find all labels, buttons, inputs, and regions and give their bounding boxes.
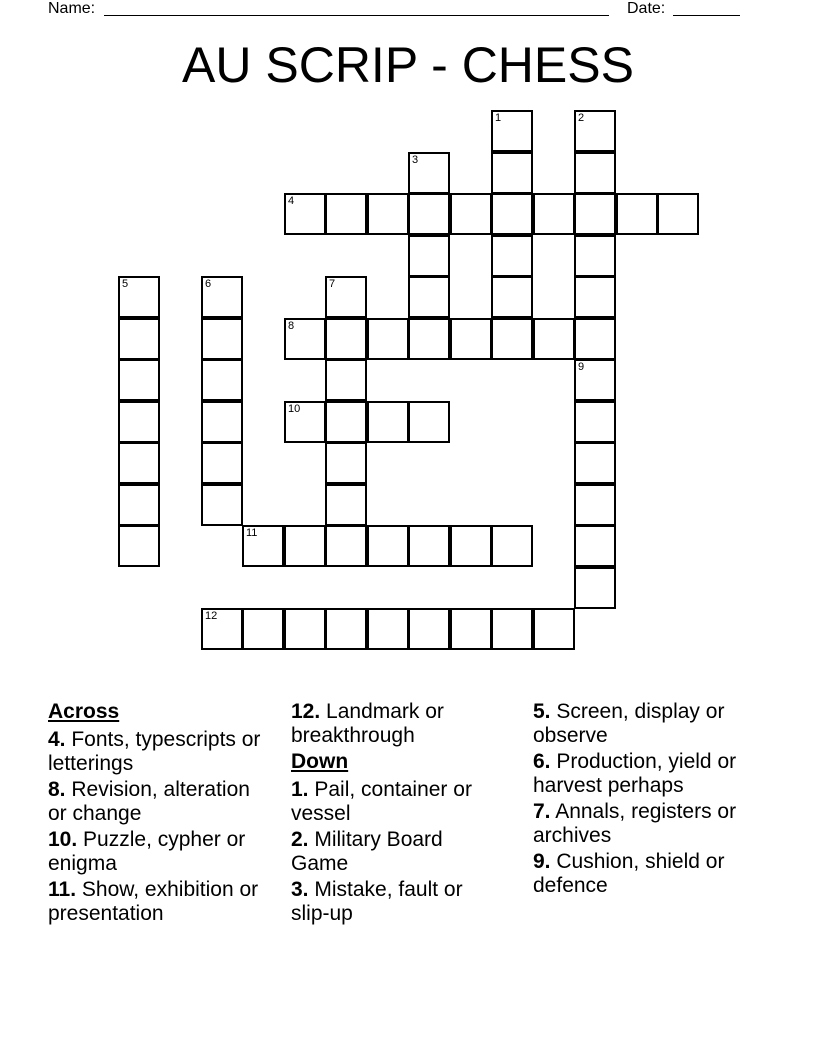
grid-cell[interactable] — [491, 152, 533, 194]
grid-cell[interactable] — [367, 193, 409, 235]
grid-cell[interactable] — [408, 608, 450, 650]
grid-cell[interactable] — [325, 401, 367, 443]
grid-cell[interactable] — [118, 276, 160, 318]
cell-number: 4 — [288, 195, 295, 207]
grid-cell[interactable] — [491, 525, 533, 567]
grid-cell[interactable] — [533, 193, 575, 235]
grid-cell[interactable] — [574, 567, 616, 609]
grid-cell[interactable] — [574, 359, 616, 401]
cell-number: 11 — [246, 527, 258, 539]
grid-cell[interactable] — [408, 235, 450, 277]
grid-cell[interactable] — [325, 525, 367, 567]
grid-cell[interactable] — [450, 318, 492, 360]
grid-cell[interactable] — [657, 193, 699, 235]
grid-cell[interactable] — [408, 525, 450, 567]
grid-cell[interactable] — [118, 359, 160, 401]
clue-across-4: 4. Fonts, typescripts or letterings — [48, 728, 261, 775]
grid-cell[interactable] — [325, 318, 367, 360]
grid-cell[interactable] — [118, 318, 160, 360]
cell-number: 3 — [412, 154, 419, 166]
grid-cell[interactable] — [325, 359, 367, 401]
clue-column-3 — [533, 700, 763, 900]
grid-cell[interactable] — [367, 318, 409, 360]
grid-cell[interactable] — [201, 401, 243, 443]
grid-cell[interactable] — [408, 152, 450, 194]
name-label: Name: — [48, 0, 96, 17]
across-heading: Across — [48, 700, 120, 723]
grid-cell[interactable] — [450, 525, 492, 567]
down-heading: Down — [291, 750, 349, 773]
grid-cell[interactable] — [408, 276, 450, 318]
clue-down-1: 1. Pail, container or vessel — [291, 778, 472, 825]
grid-cell[interactable] — [284, 318, 326, 360]
grid-cell[interactable] — [574, 276, 616, 318]
grid-cell[interactable] — [201, 484, 243, 526]
grid-cell[interactable] — [325, 193, 367, 235]
grid-cell[interactable] — [616, 193, 658, 235]
clue-down-2: 2. Military Board Game — [291, 828, 443, 875]
clue-down-7: 7. Annals, registers or archives — [533, 800, 737, 847]
grid-cell[interactable] — [533, 318, 575, 360]
grid-cell[interactable] — [574, 442, 616, 484]
clue-across-10: 10. Puzzle, cypher or enigma — [48, 828, 246, 875]
grid-cell[interactable] — [533, 608, 575, 650]
grid-cell[interactable] — [450, 608, 492, 650]
grid-cell[interactable] — [408, 318, 450, 360]
grid-cell[interactable] — [408, 193, 450, 235]
clue-column-1 — [48, 700, 273, 928]
grid-cell[interactable] — [118, 484, 160, 526]
grid-cell[interactable] — [574, 193, 616, 235]
clue-down-3: 3. Mistake, fault or slip-up — [291, 878, 463, 925]
grid-cell[interactable] — [491, 608, 533, 650]
grid-cell[interactable] — [325, 442, 367, 484]
cell-number: 2 — [578, 112, 585, 124]
cell-number: 1 — [495, 112, 502, 124]
clue-across-12: 12. Landmark or breakthrough — [291, 700, 444, 747]
cell-number: 5 — [122, 278, 129, 290]
grid-cell[interactable] — [201, 359, 243, 401]
grid-cell[interactable] — [201, 318, 243, 360]
grid-cell[interactable] — [201, 276, 243, 318]
cell-number: 12 — [205, 610, 218, 622]
cell-number: 8 — [288, 320, 295, 332]
grid-cell[interactable] — [284, 525, 326, 567]
grid-cell[interactable] — [367, 608, 409, 650]
grid-cell[interactable] — [242, 608, 284, 650]
grid-cell[interactable] — [574, 318, 616, 360]
cell-number: 6 — [205, 278, 212, 290]
cell-number: 9 — [578, 361, 585, 373]
grid-cell[interactable] — [242, 525, 284, 567]
grid-cell[interactable] — [491, 235, 533, 277]
grid-cell[interactable] — [408, 401, 450, 443]
grid-cell[interactable] — [491, 193, 533, 235]
grid-cell[interactable] — [325, 276, 367, 318]
grid-cell[interactable] — [574, 235, 616, 277]
grid-cell[interactable] — [367, 401, 409, 443]
clue-down-9: 9. Cushion, shield or defence — [533, 850, 725, 897]
grid-cell[interactable] — [325, 608, 367, 650]
clue-across-11: 11. Show, exhibition or presentation — [48, 878, 259, 925]
grid-cell[interactable] — [491, 276, 533, 318]
cell-number: 7 — [329, 278, 336, 290]
clue-column-2 — [291, 700, 501, 928]
grid-cell[interactable] — [574, 525, 616, 567]
grid-cell[interactable] — [201, 442, 243, 484]
grid-cell[interactable] — [367, 525, 409, 567]
grid-cell[interactable] — [574, 401, 616, 443]
grid-cell[interactable] — [284, 193, 326, 235]
grid-cell[interactable] — [574, 152, 616, 194]
grid-cell[interactable] — [491, 318, 533, 360]
grid-cell[interactable] — [118, 401, 160, 443]
cell-number: 10 — [288, 403, 301, 415]
page-title: AU SCRIP - CHESS — [182, 37, 634, 93]
grid-cell[interactable] — [284, 608, 326, 650]
grid-cell[interactable] — [491, 110, 533, 152]
grid-cell[interactable] — [574, 110, 616, 152]
grid-cell[interactable] — [325, 484, 367, 526]
clue-down-5: 5. Screen, display or observe — [533, 700, 725, 747]
clue-across-8: 8. Revision, alteration or change — [48, 778, 250, 825]
grid-cell[interactable] — [574, 484, 616, 526]
grid-cell[interactable] — [118, 525, 160, 567]
grid-cell[interactable] — [450, 193, 492, 235]
date-label: Date: — [627, 0, 666, 17]
grid-cell[interactable] — [201, 608, 243, 650]
grid-cell[interactable] — [284, 401, 326, 443]
grid-cell[interactable] — [118, 442, 160, 484]
clue-down-6: 6. Production, yield or harvest perhaps — [533, 750, 737, 797]
